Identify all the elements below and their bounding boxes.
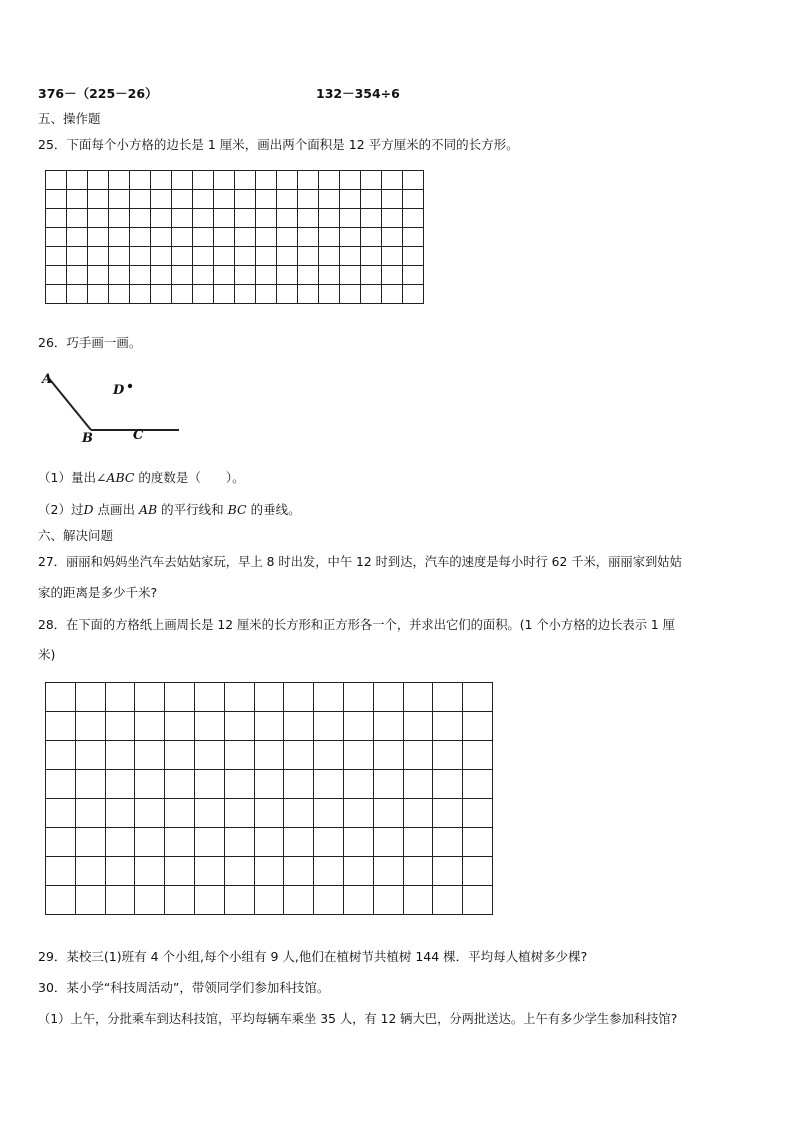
grid-cell[interactable]: [46, 209, 67, 228]
grid-cell[interactable]: [88, 266, 109, 285]
grid-cell[interactable]: [135, 857, 165, 886]
grid-cell[interactable]: [382, 171, 403, 190]
grid-cell[interactable]: [314, 712, 344, 741]
grid-cell[interactable]: [235, 285, 256, 304]
grid-cell[interactable]: [314, 683, 344, 712]
label-point-c: C: [133, 428, 144, 443]
sub2-segment-ab: AB: [138, 502, 158, 517]
grid-cell[interactable]: [193, 285, 214, 304]
grid-cell[interactable]: [135, 683, 165, 712]
grid-cell[interactable]: [194, 770, 224, 799]
grid-cell[interactable]: [373, 683, 403, 712]
label-point-d: D: [113, 383, 125, 398]
grid-cell[interactable]: [214, 228, 235, 247]
grid-row: [46, 171, 424, 190]
grid-row: [46, 285, 424, 304]
grid-row: [46, 857, 493, 886]
point-d: [128, 384, 132, 388]
grid-cell[interactable]: [343, 683, 373, 712]
grid-cell[interactable]: [361, 247, 382, 266]
grid-cell[interactable]: [214, 285, 235, 304]
grid-cell[interactable]: [105, 683, 135, 712]
grid-cell[interactable]: [343, 799, 373, 828]
grid-cell[interactable]: [403, 683, 433, 712]
grid-cell[interactable]: [361, 190, 382, 209]
grid-cell[interactable]: [254, 712, 284, 741]
grid-cell[interactable]: [463, 828, 493, 857]
grid-cell[interactable]: [343, 857, 373, 886]
grid-cell[interactable]: [67, 266, 88, 285]
ray-ba: [47, 376, 91, 430]
grid-cell[interactable]: [224, 683, 254, 712]
question-29-text: 29．某校三(1)班有 4 个小组,每个小组有 9 人,他们在植树节共植树 144 棵．平均每人植树多少棵?: [38, 949, 588, 964]
grid-cell[interactable]: [172, 247, 193, 266]
grid-cell[interactable]: [194, 857, 224, 886]
grid-cell[interactable]: [382, 266, 403, 285]
grid-cell[interactable]: [75, 683, 105, 712]
grid-cell[interactable]: [193, 247, 214, 266]
grid-cell[interactable]: [298, 266, 319, 285]
grid-cell[interactable]: [105, 799, 135, 828]
grid-cell[interactable]: [319, 266, 340, 285]
grid-cell[interactable]: [193, 190, 214, 209]
grid-cell[interactable]: [361, 266, 382, 285]
grid-cell[interactable]: [224, 741, 254, 770]
grid-cell[interactable]: [254, 799, 284, 828]
grid-cell[interactable]: [235, 228, 256, 247]
grid-row: [46, 770, 493, 799]
grid-cell[interactable]: [361, 171, 382, 190]
grid-cell[interactable]: [382, 209, 403, 228]
grid-cell[interactable]: [224, 886, 254, 915]
grid-row: [46, 828, 493, 857]
question-30-sub1: （1）上午，分批乘车到达科技馆，平均每辆车乘坐 35 人，有 12 辆大巴，分两批送达。上午有多少学生参加科技馆?: [38, 1012, 678, 1026]
grid-cell[interactable]: [109, 171, 130, 190]
grid-cell[interactable]: [105, 857, 135, 886]
grid-row: [46, 209, 424, 228]
grid-row: [46, 799, 493, 828]
sub1-suffix: 的度数是（ ）。: [134, 470, 245, 485]
grid-cell[interactable]: [109, 228, 130, 247]
grid-row: [46, 266, 424, 285]
grid-cell[interactable]: [165, 886, 195, 915]
grid-cell[interactable]: [403, 886, 433, 915]
sub2-part3: 的平行线和: [157, 502, 228, 517]
grid-cell[interactable]: [67, 171, 88, 190]
grid-cell[interactable]: [151, 209, 172, 228]
grid-cell[interactable]: [235, 209, 256, 228]
grid-cell[interactable]: [109, 247, 130, 266]
grid-cell[interactable]: [403, 266, 424, 285]
grid-cell[interactable]: [403, 247, 424, 266]
sub2-point-d: D: [83, 502, 94, 517]
grid-cell[interactable]: [340, 171, 361, 190]
label-point-a: A: [42, 372, 53, 387]
angle-abc-symbol: ∠ABC: [95, 470, 135, 485]
sub1-prefix: （1）量出: [38, 470, 96, 485]
grid-cell[interactable]: [75, 799, 105, 828]
grid-cell[interactable]: [314, 886, 344, 915]
grid-cell[interactable]: [109, 266, 130, 285]
question-30-text: 30．某小学“科技周活动”，带领同学们参加科技馆。: [38, 980, 330, 995]
grid-cell[interactable]: [46, 171, 67, 190]
grid-cell[interactable]: [433, 828, 463, 857]
grid-cell[interactable]: [298, 285, 319, 304]
grid-cell[interactable]: [343, 770, 373, 799]
grid-cell[interactable]: [403, 285, 424, 304]
grid-cell[interactable]: [135, 799, 165, 828]
grid-cell[interactable]: [284, 683, 314, 712]
grid-paper-q28[interactable]: [45, 682, 493, 915]
label-point-b: B: [82, 431, 93, 446]
grid-cell[interactable]: [46, 770, 76, 799]
grid-cell[interactable]: [67, 285, 88, 304]
grid-cell[interactable]: [463, 712, 493, 741]
grid-cell[interactable]: [194, 799, 224, 828]
grid-cell[interactable]: [135, 770, 165, 799]
grid-cell[interactable]: [463, 770, 493, 799]
grid-row: [46, 741, 493, 770]
grid-row: [46, 712, 493, 741]
grid-cell[interactable]: [340, 228, 361, 247]
grid-cell[interactable]: [403, 712, 433, 741]
grid-row: [46, 683, 493, 712]
grid-cell[interactable]: [382, 285, 403, 304]
grid-cell[interactable]: [194, 828, 224, 857]
grid-cell[interactable]: [214, 171, 235, 190]
grid-cell[interactable]: [165, 741, 195, 770]
angle-figure: [36, 366, 196, 446]
grid-cell[interactable]: [135, 828, 165, 857]
grid-cell[interactable]: [235, 247, 256, 266]
grid-cell[interactable]: [254, 828, 284, 857]
grid-cell[interactable]: [373, 770, 403, 799]
grid-cell[interactable]: [361, 228, 382, 247]
grid-cell[interactable]: [88, 285, 109, 304]
grid-cell[interactable]: [382, 190, 403, 209]
grid-cell[interactable]: [314, 741, 344, 770]
grid-cell[interactable]: [194, 712, 224, 741]
grid-cell[interactable]: [235, 190, 256, 209]
grid-cell[interactable]: [256, 209, 277, 228]
grid-cell[interactable]: [256, 171, 277, 190]
grid-cell[interactable]: [319, 247, 340, 266]
grid-cell[interactable]: [67, 209, 88, 228]
grid-cell[interactable]: [130, 247, 151, 266]
grid-cell[interactable]: [373, 828, 403, 857]
grid-cell[interactable]: [214, 190, 235, 209]
grid-cell[interactable]: [46, 266, 67, 285]
grid-cell[interactable]: [256, 247, 277, 266]
grid-cell[interactable]: [373, 741, 403, 770]
grid-cell[interactable]: [298, 247, 319, 266]
grid-cell[interactable]: [172, 190, 193, 209]
grid-cell[interactable]: [46, 741, 76, 770]
grid-cell[interactable]: [46, 712, 76, 741]
grid-cell[interactable]: [433, 770, 463, 799]
grid-row: [46, 247, 424, 266]
grid-cell[interactable]: [75, 828, 105, 857]
grid-cell[interactable]: [165, 712, 195, 741]
grid-cell[interactable]: [361, 285, 382, 304]
grid-cell[interactable]: [298, 209, 319, 228]
question-28-line2: 米): [38, 647, 56, 662]
grid-cell[interactable]: [109, 285, 130, 304]
question-27-line2: 家的距离是多少千米?: [38, 585, 158, 600]
grid-cell[interactable]: [46, 799, 76, 828]
grid-cell[interactable]: [193, 171, 214, 190]
grid-cell[interactable]: [254, 683, 284, 712]
grid-cell[interactable]: [46, 886, 76, 915]
grid-cell[interactable]: [403, 190, 424, 209]
grid-cell[interactable]: [172, 228, 193, 247]
grid-cell[interactable]: [314, 799, 344, 828]
grid-cell[interactable]: [194, 886, 224, 915]
grid-cell[interactable]: [224, 828, 254, 857]
grid-cell[interactable]: [373, 799, 403, 828]
grid-cell[interactable]: [75, 741, 105, 770]
grid-cell[interactable]: [75, 712, 105, 741]
grid-cell[interactable]: [277, 190, 298, 209]
grid-cell[interactable]: [284, 857, 314, 886]
sub2-segment-bc: BC: [227, 502, 247, 517]
grid-cell[interactable]: [109, 209, 130, 228]
calc-expression-1: 376－（225－26）: [38, 86, 158, 101]
grid-cell[interactable]: [343, 712, 373, 741]
grid-cell[interactable]: [277, 171, 298, 190]
grid-cell[interactable]: [403, 171, 424, 190]
grid-cell[interactable]: [88, 247, 109, 266]
calc-expression-2: 132－354÷6: [316, 86, 400, 101]
grid-cell[interactable]: [165, 857, 195, 886]
grid-cell[interactable]: [343, 741, 373, 770]
grid-cell[interactable]: [130, 190, 151, 209]
grid-cell[interactable]: [319, 228, 340, 247]
grid-cell[interactable]: [298, 190, 319, 209]
grid-cell[interactable]: [254, 857, 284, 886]
grid-cell[interactable]: [403, 828, 433, 857]
grid-cell[interactable]: [224, 799, 254, 828]
grid-cell[interactable]: [214, 247, 235, 266]
grid-row: [46, 886, 493, 915]
grid-cell[interactable]: [433, 857, 463, 886]
sub2-part2: 点画出: [93, 502, 139, 517]
grid-cell[interactable]: [151, 285, 172, 304]
grid-cell[interactable]: [88, 190, 109, 209]
grid-cell[interactable]: [256, 285, 277, 304]
grid-cell[interactable]: [343, 886, 373, 915]
question-27-line1: 27．丽丽和妈妈坐汽车去姑姑家玩，早上 8 时出发，中午 12 时到达，汽车的速度是每小时行 62 千米，丽丽家到姑姑: [38, 555, 682, 569]
grid-cell[interactable]: [193, 266, 214, 285]
grid-cell[interactable]: [340, 266, 361, 285]
sub2-part1: （2）过: [38, 502, 84, 517]
grid-cell[interactable]: [46, 857, 76, 886]
grid-cell[interactable]: [284, 770, 314, 799]
grid-cell[interactable]: [433, 741, 463, 770]
grid-cell[interactable]: [463, 799, 493, 828]
grid-cell[interactable]: [403, 799, 433, 828]
grid-cell[interactable]: [373, 857, 403, 886]
grid-cell[interactable]: [46, 228, 67, 247]
grid-cell[interactable]: [151, 228, 172, 247]
grid-cell[interactable]: [403, 857, 433, 886]
grid-cell[interactable]: [46, 683, 76, 712]
grid-cell[interactable]: [75, 886, 105, 915]
grid-cell[interactable]: [340, 209, 361, 228]
grid-cell[interactable]: [340, 285, 361, 304]
grid-cell[interactable]: [130, 285, 151, 304]
grid-cell[interactable]: [403, 228, 424, 247]
grid-cell[interactable]: [433, 712, 463, 741]
grid-cell[interactable]: [314, 857, 344, 886]
grid-cell[interactable]: [172, 285, 193, 304]
grid-paper-q25[interactable]: [45, 170, 424, 304]
grid-cell[interactable]: [319, 285, 340, 304]
grid-cell[interactable]: [67, 247, 88, 266]
grid-cell[interactable]: [277, 247, 298, 266]
grid-cell[interactable]: [105, 712, 135, 741]
grid-cell[interactable]: [277, 228, 298, 247]
grid-cell[interactable]: [165, 799, 195, 828]
grid-cell[interactable]: [193, 209, 214, 228]
grid-cell[interactable]: [319, 171, 340, 190]
grid-cell[interactable]: [165, 828, 195, 857]
grid-cell[interactable]: [433, 799, 463, 828]
grid-cell[interactable]: [165, 683, 195, 712]
grid-cell[interactable]: [314, 770, 344, 799]
grid-cell[interactable]: [88, 209, 109, 228]
grid-cell[interactable]: [75, 770, 105, 799]
grid-cell[interactable]: [403, 770, 433, 799]
grid-cell[interactable]: [130, 171, 151, 190]
grid-cell[interactable]: [343, 828, 373, 857]
grid-cell[interactable]: [463, 886, 493, 915]
grid-cell[interactable]: [224, 770, 254, 799]
grid-cell[interactable]: [151, 171, 172, 190]
grid-cell[interactable]: [256, 266, 277, 285]
grid-cell[interactable]: [88, 228, 109, 247]
grid-cell[interactable]: [463, 683, 493, 712]
grid-cell[interactable]: [463, 741, 493, 770]
grid-cell[interactable]: [382, 247, 403, 266]
grid-cell[interactable]: [194, 683, 224, 712]
grid-cell[interactable]: [284, 886, 314, 915]
question-28-line1: 28．在下面的方格纸上画周长是 12 厘米的长方形和正方形各一个，并求出它们的面积。(1 个小方格的边长表示 1 厘: [38, 618, 675, 632]
grid-cell[interactable]: [46, 828, 76, 857]
grid-cell[interactable]: [373, 886, 403, 915]
section-heading-operation: 五、操作题: [38, 111, 101, 126]
grid-cell[interactable]: [193, 228, 214, 247]
grid-cell[interactable]: [256, 190, 277, 209]
grid-cell[interactable]: [109, 190, 130, 209]
grid-cell[interactable]: [224, 857, 254, 886]
grid-cell[interactable]: [314, 828, 344, 857]
grid-cell[interactable]: [151, 247, 172, 266]
grid-cell[interactable]: [46, 285, 67, 304]
grid-cell[interactable]: [151, 266, 172, 285]
grid-cell[interactable]: [88, 171, 109, 190]
grid-cell[interactable]: [165, 770, 195, 799]
grid-cell[interactable]: [284, 799, 314, 828]
grid-cell[interactable]: [105, 770, 135, 799]
grid-cell[interactable]: [254, 741, 284, 770]
sub2-part4: 的垂线。: [246, 502, 301, 517]
grid-cell[interactable]: [172, 209, 193, 228]
grid-cell[interactable]: [254, 886, 284, 915]
grid-cell[interactable]: [284, 712, 314, 741]
grid-row: [46, 228, 424, 247]
grid-cell[interactable]: [135, 741, 165, 770]
grid-cell[interactable]: [298, 228, 319, 247]
grid-cell[interactable]: [105, 741, 135, 770]
grid-cell[interactable]: [67, 228, 88, 247]
grid-cell[interactable]: [382, 228, 403, 247]
grid-cell[interactable]: [224, 712, 254, 741]
grid-cell[interactable]: [361, 209, 382, 228]
grid-cell[interactable]: [256, 228, 277, 247]
grid-cell[interactable]: [67, 190, 88, 209]
grid-cell[interactable]: [340, 190, 361, 209]
grid-cell[interactable]: [373, 712, 403, 741]
grid-cell[interactable]: [194, 741, 224, 770]
grid-cell[interactable]: [277, 209, 298, 228]
question-25-text: 25．下面每个小方格的边长是 1 厘米，画出两个面积是 12 平方厘米的不同的长方形。: [38, 137, 519, 152]
grid-cell[interactable]: [277, 285, 298, 304]
question-26-sub1: [38, 468, 245, 486]
grid-cell[interactable]: [46, 247, 67, 266]
question-26-sub2: [38, 500, 301, 518]
grid-cell[interactable]: [403, 209, 424, 228]
grid-cell[interactable]: [130, 228, 151, 247]
section-heading-solve: 六、解决问题: [38, 528, 114, 543]
grid-cell[interactable]: [254, 770, 284, 799]
grid-cell[interactable]: [284, 828, 314, 857]
grid-cell[interactable]: [433, 683, 463, 712]
grid-cell[interactable]: [135, 886, 165, 915]
grid-cell[interactable]: [340, 247, 361, 266]
grid-cell[interactable]: [46, 190, 67, 209]
grid-cell[interactable]: [433, 886, 463, 915]
grid-cell[interactable]: [151, 190, 172, 209]
grid-cell[interactable]: [214, 266, 235, 285]
grid-cell[interactable]: [284, 741, 314, 770]
grid-cell[interactable]: [75, 857, 105, 886]
grid-cell[interactable]: [463, 857, 493, 886]
grid-cell[interactable]: [277, 266, 298, 285]
grid-cell[interactable]: [172, 266, 193, 285]
grid-cell[interactable]: [130, 266, 151, 285]
grid-cell[interactable]: [319, 209, 340, 228]
grid-cell[interactable]: [105, 828, 135, 857]
grid-cell[interactable]: [235, 266, 256, 285]
grid-cell[interactable]: [298, 171, 319, 190]
grid-cell[interactable]: [130, 209, 151, 228]
grid-cell[interactable]: [319, 190, 340, 209]
grid-cell[interactable]: [214, 209, 235, 228]
grid-cell[interactable]: [235, 171, 256, 190]
grid-cell[interactable]: [403, 741, 433, 770]
grid-cell[interactable]: [105, 886, 135, 915]
grid-cell[interactable]: [172, 171, 193, 190]
grid-cell[interactable]: [135, 712, 165, 741]
grid-row: [46, 190, 424, 209]
question-26-text: 26．巧手画一画。: [38, 335, 142, 350]
